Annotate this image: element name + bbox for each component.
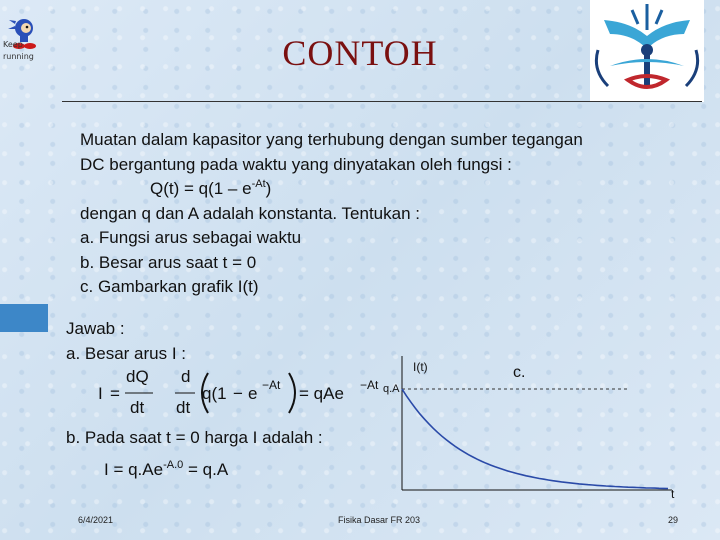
qa-label: q.A <box>383 383 400 395</box>
footer-date: 6/4/2021 <box>78 515 114 525</box>
formula-dt: dt <box>130 398 145 417</box>
formula-I: I <box>98 384 103 403</box>
task-a: a. Fungsi arus sebagai waktu <box>80 228 302 247</box>
current-decay-graph <box>380 352 680 502</box>
formula-e: e <box>248 384 258 403</box>
decay-curve <box>402 389 668 489</box>
fn-main: Q(t) = q(1 – e <box>150 179 252 198</box>
university-logo <box>590 0 704 102</box>
result-end: = q.A <box>183 460 229 479</box>
part-c-label: c. <box>513 364 526 381</box>
current-at-zero <box>104 460 228 480</box>
formula-exp2: −At <box>360 378 379 392</box>
emblem-icon <box>590 0 704 102</box>
formula-result: = qAe <box>299 384 344 403</box>
formula-exp1: −At <box>262 378 281 392</box>
x-axis-label: t <box>671 487 675 501</box>
footer-course: Fisika Dasar FR 203 <box>338 515 421 525</box>
page-title: CONTOH <box>282 33 438 73</box>
problem-line-4: dengan q dan A adalah konstanta. Tentukan : <box>80 203 420 223</box>
answer-part-a: a. Besar arus I : <box>66 344 186 363</box>
side-accent-block <box>0 304 48 332</box>
result-main: I = q.Ae <box>104 460 164 479</box>
task-c: c. Gambarkan grafik I(t) <box>80 277 259 296</box>
fn-exponent: -At <box>251 178 266 190</box>
running-text: running <box>3 52 34 61</box>
result-exponent: -A.0 <box>163 459 184 471</box>
formula-q1: q(1 <box>202 384 227 403</box>
problem-statement <box>80 128 583 300</box>
answer-part-b: b. Pada saat t = 0 harga I adalah : <box>66 428 323 447</box>
formula-dQ: dQ <box>126 367 149 386</box>
task-b: b. Besar arus saat t = 0 <box>80 252 257 272</box>
formula-minus: − <box>233 384 243 403</box>
charge-function <box>80 177 583 202</box>
current-derivative-formula <box>92 365 382 423</box>
right-paren <box>289 373 295 413</box>
problem-line-2: DC bergantung pada waktu yang dinyatakan oleh fungsi : <box>80 154 512 174</box>
fn-close: ) <box>265 179 272 198</box>
page-number: 29 <box>668 515 679 525</box>
formula-dt2: dt <box>176 398 191 417</box>
y-axis-label: I(t) <box>413 360 428 374</box>
formula-eq: = <box>110 384 120 403</box>
title-divider <box>62 101 702 102</box>
answer-heading: Jawab : <box>66 319 125 338</box>
answer-section <box>66 316 186 366</box>
keep-text: Keep <box>3 40 23 49</box>
problem-line-1: Muatan dalam kapasitor yang terhubung dengan sumber tegangan <box>80 130 583 149</box>
formula-d: d <box>181 367 191 386</box>
